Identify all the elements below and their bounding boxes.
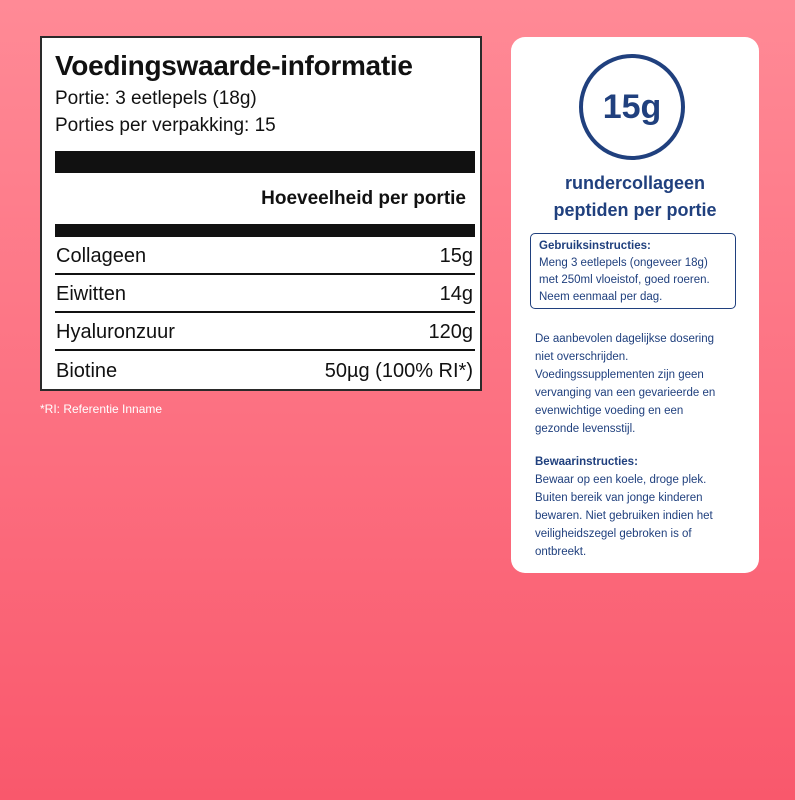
nutrient-name: Eiwitten (56, 283, 127, 305)
dose-label (511, 170, 759, 224)
usage-instructions-box (530, 233, 736, 309)
panel-title: Voedingswaarde-informatie (55, 50, 413, 81)
nutrient-value: 50µg (100% RI*) (324, 360, 473, 382)
nutrient-row-protein (55, 275, 475, 313)
servings-per-container: Porties per verpakking: 15 (55, 115, 276, 136)
storage-instructions-title: Bewaarinstructies: (535, 456, 638, 468)
nutrient-row-hyaluronic-acid (55, 313, 475, 351)
nutrient-name: Collageen (56, 245, 147, 267)
usage-instructions-text: Meng 3 eetlepels (ongeveer 18g) met 250ml vloeistof, goed roeren. Neem eenmaal per dag. (539, 257, 710, 303)
divider-bar-top (55, 151, 475, 173)
nutrient-value: 120g (428, 321, 473, 343)
divider-bar-middle (55, 224, 475, 237)
usage-instructions-title: Gebruiksinstructies: (539, 240, 651, 252)
nutrient-value: 14g (439, 283, 473, 305)
nutrient-table (55, 237, 475, 389)
dose-label-text: rundercollageen peptiden per portie (553, 173, 717, 220)
serving-size: Portie: 3 eetlepels (18g) (55, 88, 257, 109)
dosage-warning-text: De aanbevolen dagelijkse dosering niet overschrijden. Voedingssupplementen zijn geen vervanging van een gevarieerde en evenwichtige voeding en een gezonde levensstijl. (535, 333, 716, 435)
storage-instructions-text: Bewaar op een koele, droge plek. Buiten bereik van jonge kinderen bewaren. Niet gebruiken indien het veiligheidszegel gebroken is of ontbreekt. (535, 474, 713, 558)
nutrient-value: 15g (439, 245, 473, 267)
product-info-card (511, 37, 759, 573)
nutrient-row-collagen (55, 237, 475, 275)
dose-circle-badge (579, 54, 685, 160)
dose-value: 15g (602, 87, 662, 126)
nutrient-row-biotin (55, 351, 475, 389)
nutrient-name: Hyaluronzuur (56, 321, 175, 343)
nutrition-facts-panel (40, 36, 482, 391)
amount-per-serving-header: Hoeveelheid per portie (261, 188, 466, 209)
nutrient-name: Biotine (56, 360, 118, 382)
reference-intake-footnote: *RI: Referentie Inname (40, 402, 163, 416)
